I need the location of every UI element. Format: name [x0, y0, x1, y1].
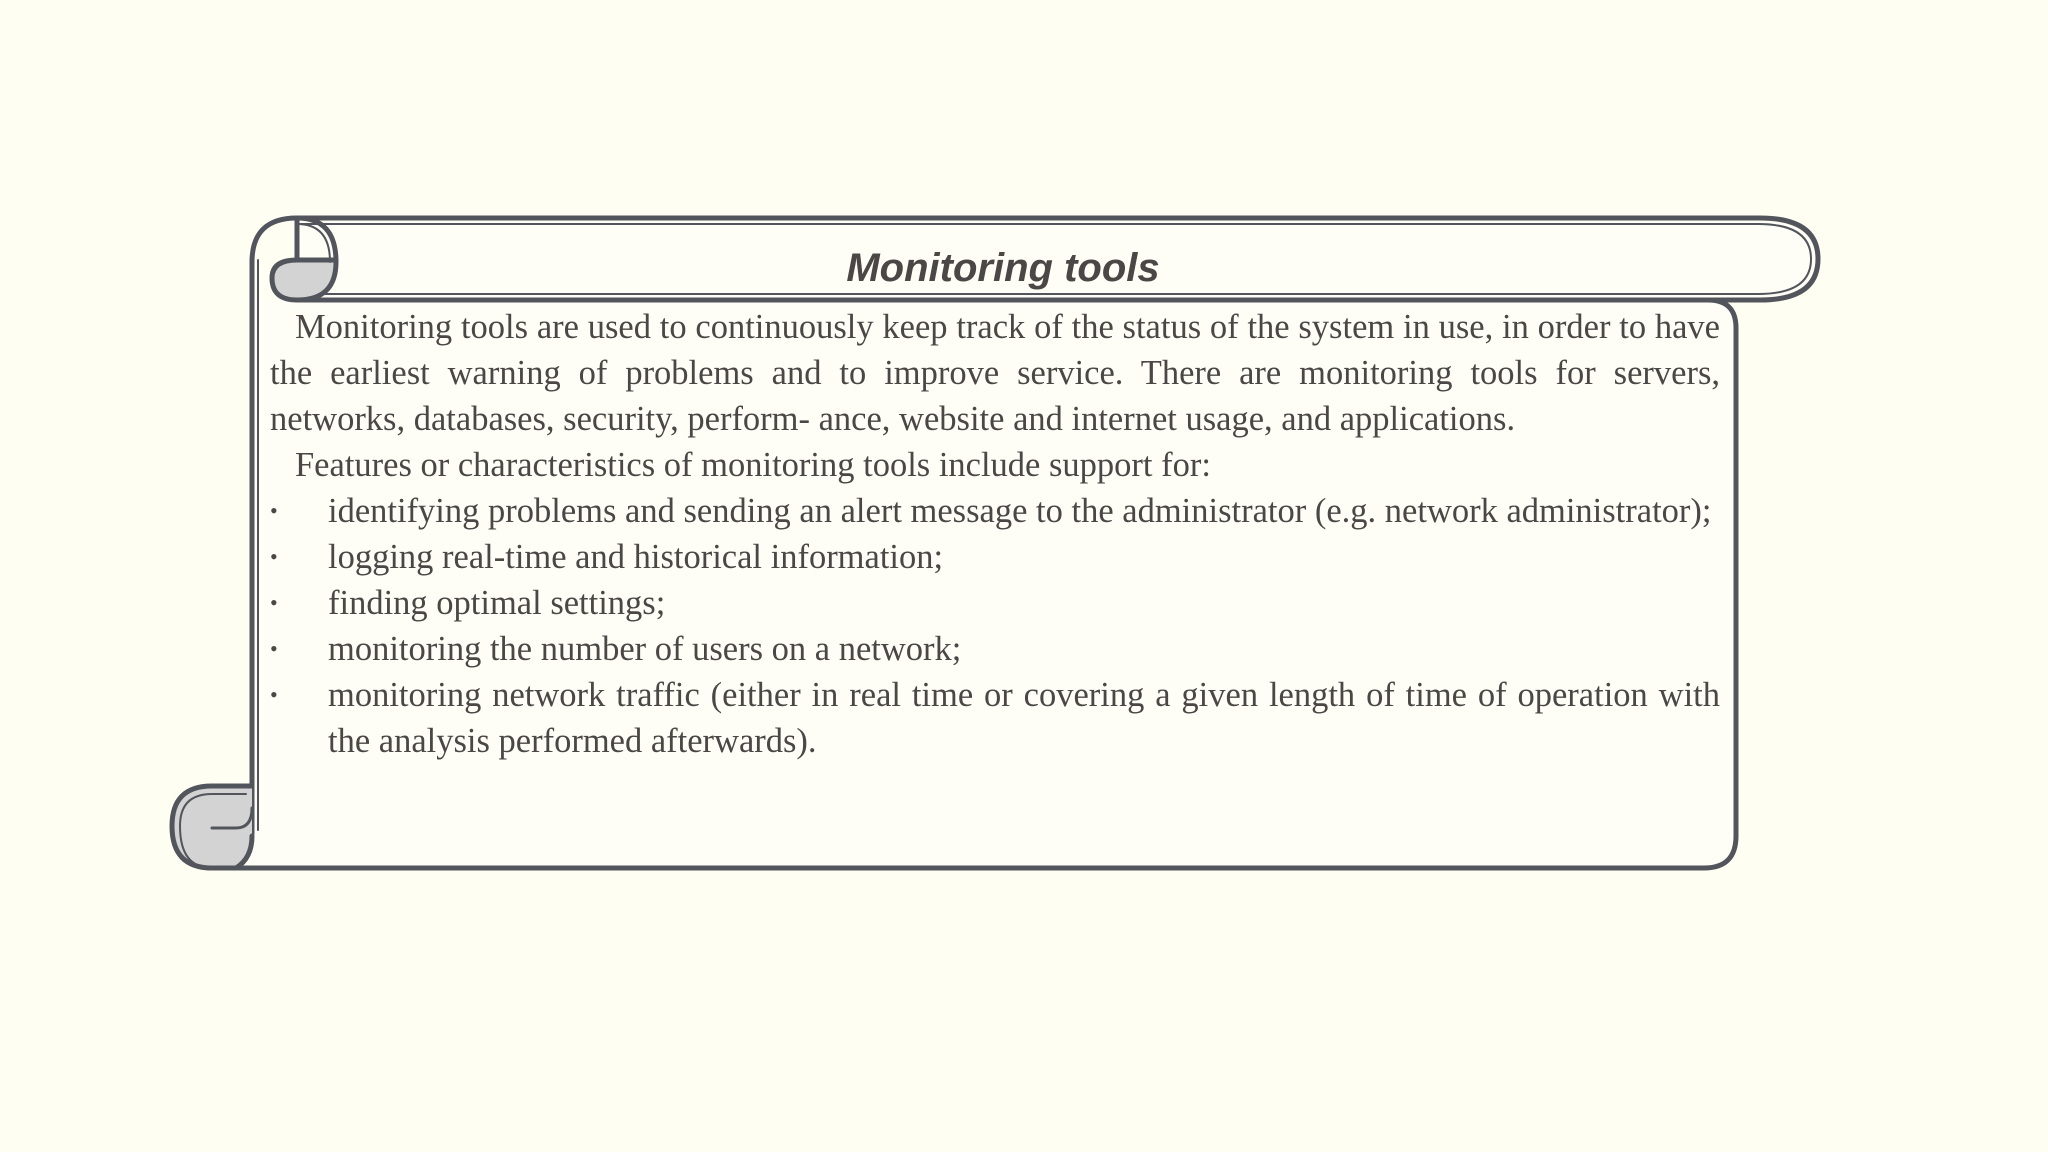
- bullet-icon: •: [270, 636, 278, 661]
- intro-paragraph: Monitoring tools are used to continuously keep track of the status of the system in use, in order to have the earliest warning of problems and to improve service. There are monitoring tools for servers, networks, databases, security, perform- ance, website and internet usage, and applications.: [270, 308, 1720, 438]
- list-item-text: finding optimal settings;: [328, 584, 666, 622]
- list-item-text: monitoring the number of users on a network;: [328, 630, 962, 668]
- list-item-text: monitoring network traffic (either in real time or covering a given length of time of operation with the analysis performed afterwards).: [328, 676, 1720, 760]
- page-title: Monitoring tools: [846, 246, 1160, 290]
- list-item: [270, 534, 1720, 580]
- list-item-text: logging real-time and historical information;: [328, 538, 944, 576]
- list-item: [270, 672, 1720, 764]
- list-item: [270, 626, 1720, 672]
- list-item-text: identifying problems and sending an alert message to the administrator (e.g. network administrator);: [328, 492, 1712, 530]
- bullet-icon: •: [270, 498, 278, 523]
- list-item: [270, 580, 1720, 626]
- scroll-content: [270, 304, 1720, 764]
- bullet-icon: •: [270, 682, 278, 707]
- features-lead: Features or characteristics of monitoring tools include support for:: [295, 446, 1211, 484]
- list-item: [270, 488, 1720, 534]
- bullet-icon: •: [270, 544, 278, 569]
- bullet-icon: •: [270, 590, 278, 615]
- features-list: [270, 488, 1720, 764]
